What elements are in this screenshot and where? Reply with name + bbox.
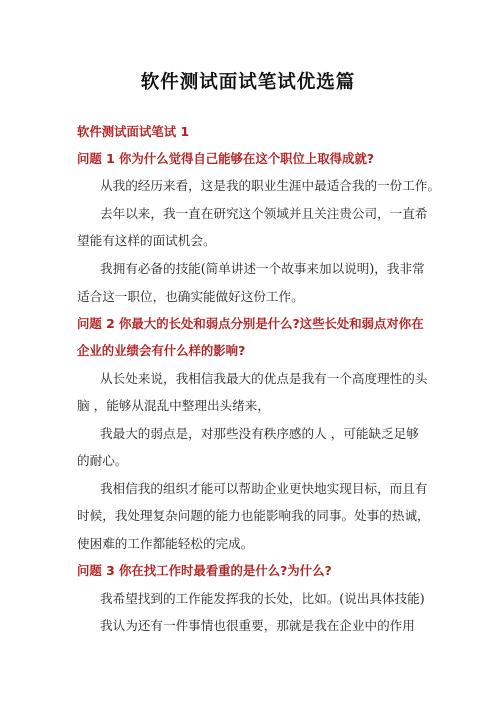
paragraph-line: 适合这一职位，也确实能做好这份工作。	[77, 289, 304, 304]
paragraph-line: 从长处来说，我相信我最大的优点是我有一个高度理性的头	[100, 371, 428, 386]
paragraph-line: 时候，我处理复杂问题的能力也能影响我的同事。处事的热诚，	[77, 508, 430, 523]
section-heading: 软件测试面试笔试 1	[77, 124, 190, 139]
paragraph-line: 从我的经历来看，这是我的职业生涯中最适合我的一份工作。	[100, 178, 441, 193]
paragraph-line: 我认为还有一件事情也很重要，那就是我在企业中的作用	[100, 618, 415, 633]
paragraph-line: 的耐心。	[77, 453, 128, 468]
paragraph-line: 我拥有必备的技能(简单讲述一个故事来加以说明)，我非常	[100, 261, 425, 276]
paragraph-line: 使困难的工作都能轻松的完成。	[77, 536, 254, 551]
paragraph-line: 我相信我的组织才能可以帮助企业更快地实现目标，而且有	[100, 481, 428, 496]
paragraph-line: 望能有这样的面试机会。	[77, 233, 216, 248]
paragraph-line: 脑 ，能够从混乱中整理出头绪来，	[77, 398, 270, 413]
question-heading: 企业的业绩会有什么样的影响?	[77, 343, 246, 358]
paragraph-line: 去年以来，我一直在研究这个领域并且关注贵公司，一直希	[100, 206, 428, 221]
paragraph-line: 我希望找到的工作能发挥我的长处，比如。(说出具体技能)	[100, 591, 425, 606]
question-heading: 问题 2 你最大的长处和弱点分别是什么?这些长处和弱点对你在	[77, 316, 424, 331]
paragraph-line: 我最大的弱点是，对那些没有秩序感的人 ，可能缺乏足够	[100, 426, 419, 441]
question-heading: 问题 1 你为什么觉得自己能够在这个职位上取得成就?	[77, 151, 375, 166]
document-title: 软件测试面试笔试优选篇	[140, 72, 356, 93]
question-heading: 问题 3 你在找工作时最看重的是什么?为什么?	[77, 563, 332, 578]
